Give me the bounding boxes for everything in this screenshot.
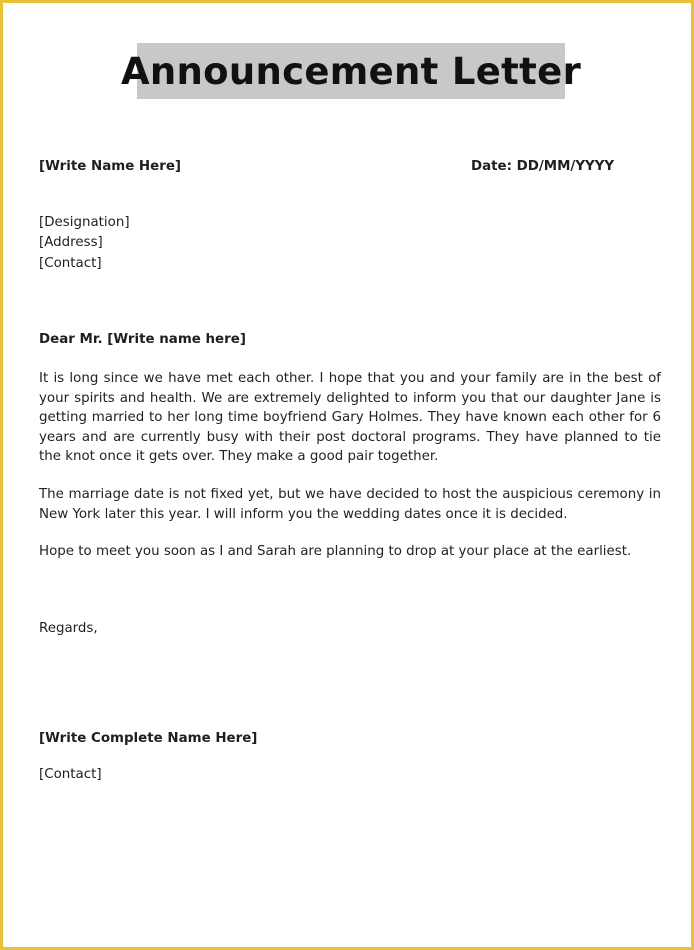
letter-date: Date: DD/MM/YYYY (471, 159, 615, 174)
address-designation: [Designation] (39, 215, 130, 230)
address-address: [Address] (39, 235, 103, 251)
signature-contact: [Contact] (39, 767, 102, 782)
closing: Regards, (39, 621, 98, 636)
body-paragraph-2: The marriage date is not fixed yet, but we have decided to host the auspicious ceremony in New York later this year. I will inform you the wedding dates once it is decided. (39, 487, 661, 522)
title-banner (120, 43, 582, 99)
sender-name: [Write Name Here] (39, 159, 182, 174)
signature-name: [Write Complete Name Here] (39, 731, 258, 746)
address-contact: [Contact] (39, 255, 102, 271)
body-paragraph-3: Hope to meet you soon as I and Sarah are planning to drop at your place at the earliest. (39, 544, 632, 559)
body-paragraph-1: It is long since we have met each other. I hope that you and your family are in the best of your spirits and health. We are extremely delighted to inform you that our daughter Jane is getting married to her long time boyfriend Gary Holmes. They have known each other for 6 years and are currently busy with their post doctoral programs. They have planned to tie the knot once it gets over. They make a good pair together. (39, 371, 661, 464)
salutation: Dear Mr. [Write name here] (39, 332, 246, 347)
page-title: Announcement Letter (120, 49, 582, 93)
address-block (39, 213, 130, 274)
